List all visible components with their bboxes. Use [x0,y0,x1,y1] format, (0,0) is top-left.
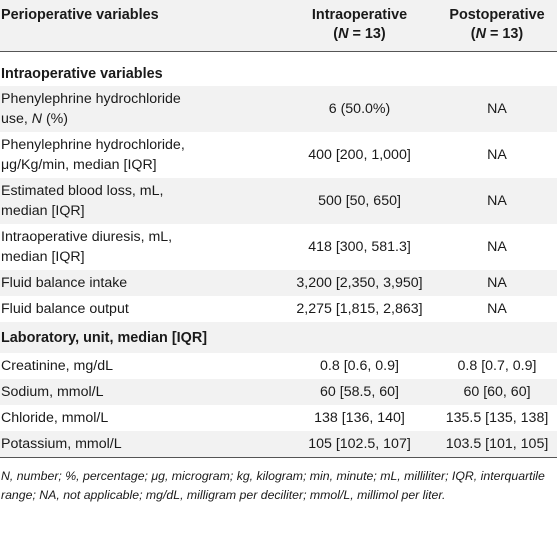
row-post-value: 103.5 [101, 105] [445,436,549,452]
row-intra-value: 3,200 [2,350, 3,950] [296,275,423,291]
table-row [0,379,557,405]
row-label [0,178,282,224]
row-intra-value: 500 [50, 650] [318,193,401,209]
header-intraoperative-n: N [338,26,349,42]
row-label [0,132,282,178]
table-row [0,224,557,270]
row-intra-value: 2,275 [1,815, 2,863] [296,301,423,317]
row-label-line1: Intraoperative diuresis, mL, [1,229,173,245]
row-label: Sodium, mmol/L [1,384,104,400]
header-variables: Perioperative variables [1,7,159,23]
row-label-line1: Phenylephrine hydrochloride, [1,137,185,153]
header-intraoperative-n-open: ( [333,26,339,42]
header-postoperative-n: N [475,26,486,42]
row-label: Potassium, mmol/L [1,436,122,452]
header-postoperative [437,0,557,51]
section-laboratory [0,322,557,353]
row-label-line2: use, [1,111,32,127]
header-postoperative-label: Postoperative [449,7,545,23]
row-label [0,224,282,270]
row-label [0,86,282,132]
header-intraoperative-label: Intraoperative [311,7,408,23]
row-intra-value: 105 [102.5, 107] [308,436,411,452]
row-post-value: NA [487,239,507,255]
row-intra-value: 6 (50.0%) [328,101,391,117]
row-label-line2: median [IQR] [1,203,85,219]
row-label: Fluid balance output [1,301,129,317]
table-header-row [0,0,557,51]
row-intra-value: 60 [58.5, 60] [320,384,399,400]
table-row [0,270,557,296]
row-intra-value: 0.8 [0.6, 0.9] [320,358,399,374]
row-intra-value: 418 [300, 581.3] [308,239,411,255]
row-intra-value: 138 [136, 140] [314,410,405,426]
row-label-line2-end: (%) [42,111,69,127]
row-post-value: NA [487,301,507,317]
row-post-value: NA [487,193,507,209]
row-label: Fluid balance intake [1,275,128,291]
section-intraoperative [0,52,557,86]
table-row [0,405,557,431]
row-label-line2: μg/Kg/min, median [IQR] [1,157,157,173]
table-row [0,353,557,379]
row-intra-value: 400 [200, 1,000] [308,147,411,163]
header-intraoperative [282,0,437,51]
row-post-value: 0.8 [0.7, 0.9] [457,358,537,374]
table-row [0,86,557,132]
row-label: Creatinine, mg/dL [1,358,113,374]
header-postoperative-n-value: = 13) [486,26,524,42]
row-label-italic: N [31,111,43,127]
table-row [0,178,557,224]
row-post-value: 135.5 [135, 138] [445,410,549,426]
table-row [0,296,557,322]
row-post-value: NA [487,101,507,117]
row-label-line1: Estimated blood loss, mL, [1,183,164,199]
section-intraoperative-title: Intraoperative variables [1,66,163,82]
row-label-line1: Phenylephrine hydrochloride [1,91,181,107]
row-label: Chloride, mmol/L [1,410,109,426]
row-label-line2: median [IQR] [1,249,85,265]
row-post-value: NA [487,275,507,291]
table-row [0,431,557,457]
section-laboratory-title: Laboratory, unit, median [IQR] [1,330,208,346]
table-row [0,132,557,178]
row-post-value: 60 [60, 60] [463,384,531,400]
table-footnote: N, number; %, percentage; μg, microgram; kg, kilogram; min, minute; mL, milliliter; IQR, interquartile range; NA, not applicable; mg/dL, milligram per deciliter; mmol/L, millimol per liter. [1,469,545,502]
header-postoperative-n-open: ( [470,26,476,42]
row-post-value: NA [487,147,507,163]
header-intraoperative-n-value: = 13) [348,26,386,42]
